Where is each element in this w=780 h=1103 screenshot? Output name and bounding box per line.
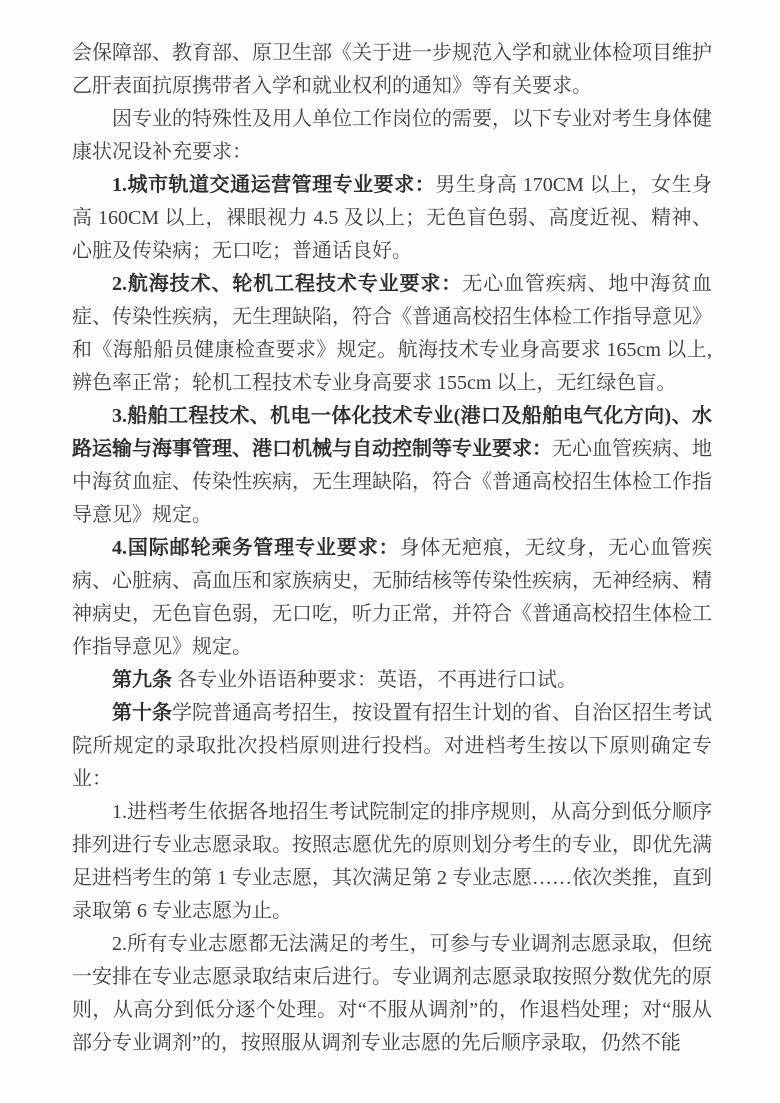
paragraph: [72, 268, 712, 400]
text-run: 无心血管疾病、地中海贫血症、传染性疾病，无生理缺陷，符合《普通高校招生体检工作指导意见》规定。: [72, 438, 712, 526]
paragraph: [72, 103, 712, 169]
text-run: 各专业外语语种要求：英语，不再进行口试。: [172, 669, 577, 691]
document-body: [72, 37, 712, 1060]
text-run: 因专业的特殊性及用人单位工作岗位的需要，以下专业对考生身体健康状况设补充要求：: [72, 108, 712, 163]
bold-text-run: 第九条: [112, 669, 172, 691]
paragraph: [72, 400, 712, 532]
bold-text-run: 4.国际邮轮乘务管理专业要求：: [112, 537, 400, 559]
text-run: 会保障部、教育部、原卫生部《关于进一步规范入学和就业体检项目维护乙肝表面抗原携带者入学和就业权利的通知》等有关要求。: [72, 42, 712, 97]
paragraph: [72, 928, 712, 1060]
paragraph: [72, 697, 712, 796]
paragraph: [72, 169, 712, 268]
bold-text-run: 2.航海技术、轮机工程技术专业要求：: [112, 273, 463, 295]
bold-text-run: 3.船舶工程技术、机电一体化技术专业(港口及船舶电气化方向)、水路运输与海事管理、港口机械与自动控制等专业要求：: [72, 405, 712, 460]
text-run: 男生身高 170CM 以上，女生身高 160CM 以上，裸眼视力 4.5 及以上；无色盲色弱、高度近视、精神、心脏及传染病；无口吃；普通话良好。: [72, 174, 713, 262]
text-run: 身体无疤痕，无纹身，无心血管疾病、心脏病、高血压和家族病史，无肺结核等传染性疾病，无神经病、精神病史，无色盲色弱，无口吃，听力正常，并符合《普通高校招生体检工作指导意见》规定。: [72, 537, 712, 658]
paragraph: [72, 796, 712, 928]
paragraph: [72, 37, 712, 103]
bold-text-run: 1.城市轨道交通运营管理专业要求：: [112, 174, 436, 196]
bold-text-run: 第十条: [112, 702, 172, 724]
paragraph: [72, 532, 712, 664]
paragraph: [72, 664, 712, 697]
text-run: 学院普通高考招生，按设置有招生计划的省、自治区招生考试院所规定的录取批次投档原则进行投档。对进档考生按以下原则确定专业：: [72, 702, 712, 790]
text-run: 1.进档考生依据各地招生考试院制定的排序规则，从高分到低分顺序排列进行专业志愿录取。按照志愿优先的原则划分考生的专业，即优先满足进档考生的第 1 专业志愿，其次满足第 2 专业志愿……依次类推，直到录取第 6 专业志愿为止。: [72, 801, 712, 922]
text-run: 无心血管疾病、地中海贫血症、传染性疾病，无生理缺陷，符合《普通高校招生体检工作指导意见》和《海船船员健康检查要求》规定。航海技术专业身高要求 165cm 以上,辨色率正常；轮机工程技术专业身高要求 155cm 以上，无红绿色盲。: [72, 273, 713, 394]
text-run: 2.所有专业志愿都无法满足的考生，可参与专业调剂志愿录取，但统一安排在专业志愿录取结束后进行。专业调剂志愿录取按照分数优先的原则，从高分到低分逐个处理。对“不服从调剂”的，作退档处理；对“服从部分专业调剂”的，按照服从调剂专业志愿的先后顺序录取，仍然不能: [72, 933, 712, 1054]
